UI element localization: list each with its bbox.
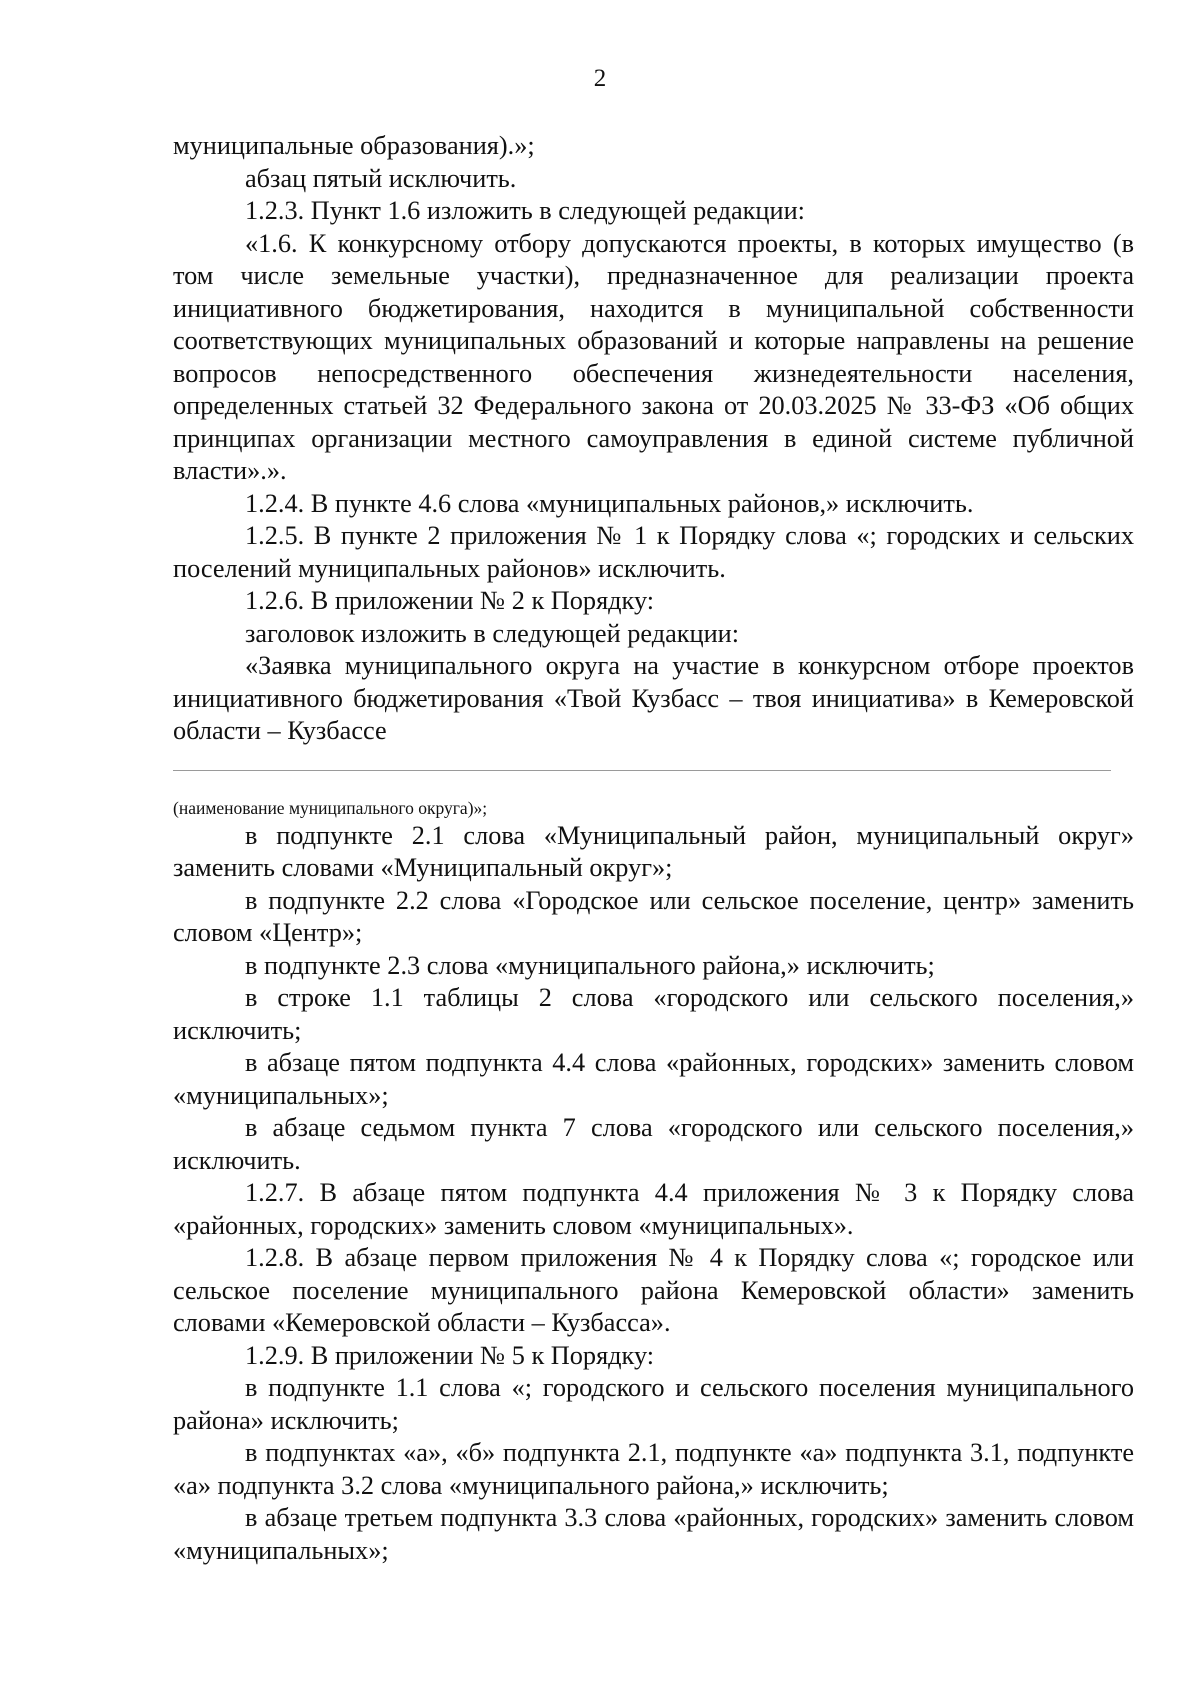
paragraph: в подпункте 2.1 слова «Муниципальный район, муниципальный округ» заменить словами «Муниципальный округ»; [173, 820, 1134, 882]
paragraph: в подпунктах «а», «б» подпункта 2.1, подпункте «а» подпункта 3.1, подпункте «а» подпункта 3.2 слова «муниципального района,» исключить; [173, 1438, 1134, 1500]
paragraph: 1.2.6. В приложении № 2 к Порядку: [245, 586, 655, 615]
underline-field [173, 756, 1134, 796]
paragraph: 1.2.3. Пункт 1.6 изложить в следующей редакции: [245, 196, 805, 225]
paragraph: в строке 1.1 таблицы 2 слова «городского или сельского поселения,» исключить; [173, 983, 1134, 1045]
paragraph: 1.2.4. В пункте 4.6 слова «муниципальных районов,» исключить. [245, 488, 974, 518]
paragraph: абзац пятый исключить. [245, 163, 517, 193]
paragraph: заголовок изложить в следующей редакции: [245, 618, 740, 648]
paragraph: в абзаце пятом подпункта 4.4 слова «районных, городских» заменить словом «муниципальных»; [173, 1048, 1134, 1110]
paragraph: в абзаце седьмом пункта 7 слова «городского или сельского поселения,» исключить. [173, 1113, 1134, 1175]
paragraph: в подпункте 2.2 слова «Городское или сельское поселение, центр» заменить словом «Центр»; [173, 885, 1134, 947]
paragraph: 1.2.8. В абзаце первом приложения № 4 к Порядку слова «; городское или сельское поселение муниципального района Кемеровской области» заменить словами «Кемеровской области – Кузбасса». [173, 1243, 1134, 1337]
document-body [173, 130, 1134, 1567]
paragraph: 1.2.9. В приложении № 5 к Порядку: [245, 1340, 655, 1370]
paragraph: в подпункте 2.3 слова «муниципального района,» исключить; [245, 950, 935, 980]
underline-caption: (наименование муниципального округа)»; [173, 797, 488, 818]
paragraph: 1.2.5. В пункте 2 приложения № 1 к Порядку слова «; городских и сельских поселений муниципальных районов» исключить. [173, 521, 1134, 583]
paragraph: 1.2.7. В абзаце пятом подпункта 4.4 приложения № 3 к Порядку слова «районных, городских» заменить словом «муниципальных». [173, 1178, 1134, 1240]
paragraph: «Заявка муниципального округа на участие в конкурсном отборе проектов инициативного бюджетирования «Твой Кузбасс – твоя инициатива» в Кемеровской области – Кузбассе [173, 651, 1134, 745]
paragraph: «1.6. К конкурсному отбору допускаются проекты, в которых имущество (в том числе земельные участки), предназначенное для реализации проекта инициативного бюджетирования, находится в муниципальной собственности соответствующих муниципальных образований и которые направлены на решение вопросов непосредственного обеспечения жизнедеятельности населения, определенных статьей 32 Федерального закона от 20.03.2025 № 33-ФЗ «Об общих принципах организации местного самоуправления в единой системе публичной власти».». [173, 228, 1134, 485]
underline-rule [173, 770, 1111, 771]
paragraph: в абзаце третьем подпункта 3.3 слова «районных, городских» заменить словом «муниципальных»; [173, 1503, 1134, 1565]
page-number: 2 [593, 65, 607, 92]
paragraph: в подпункте 1.1 слова «; городского и сельского поселения муниципального района» исключить; [173, 1373, 1134, 1435]
paragraph: муниципальные образования).»; [173, 131, 535, 160]
